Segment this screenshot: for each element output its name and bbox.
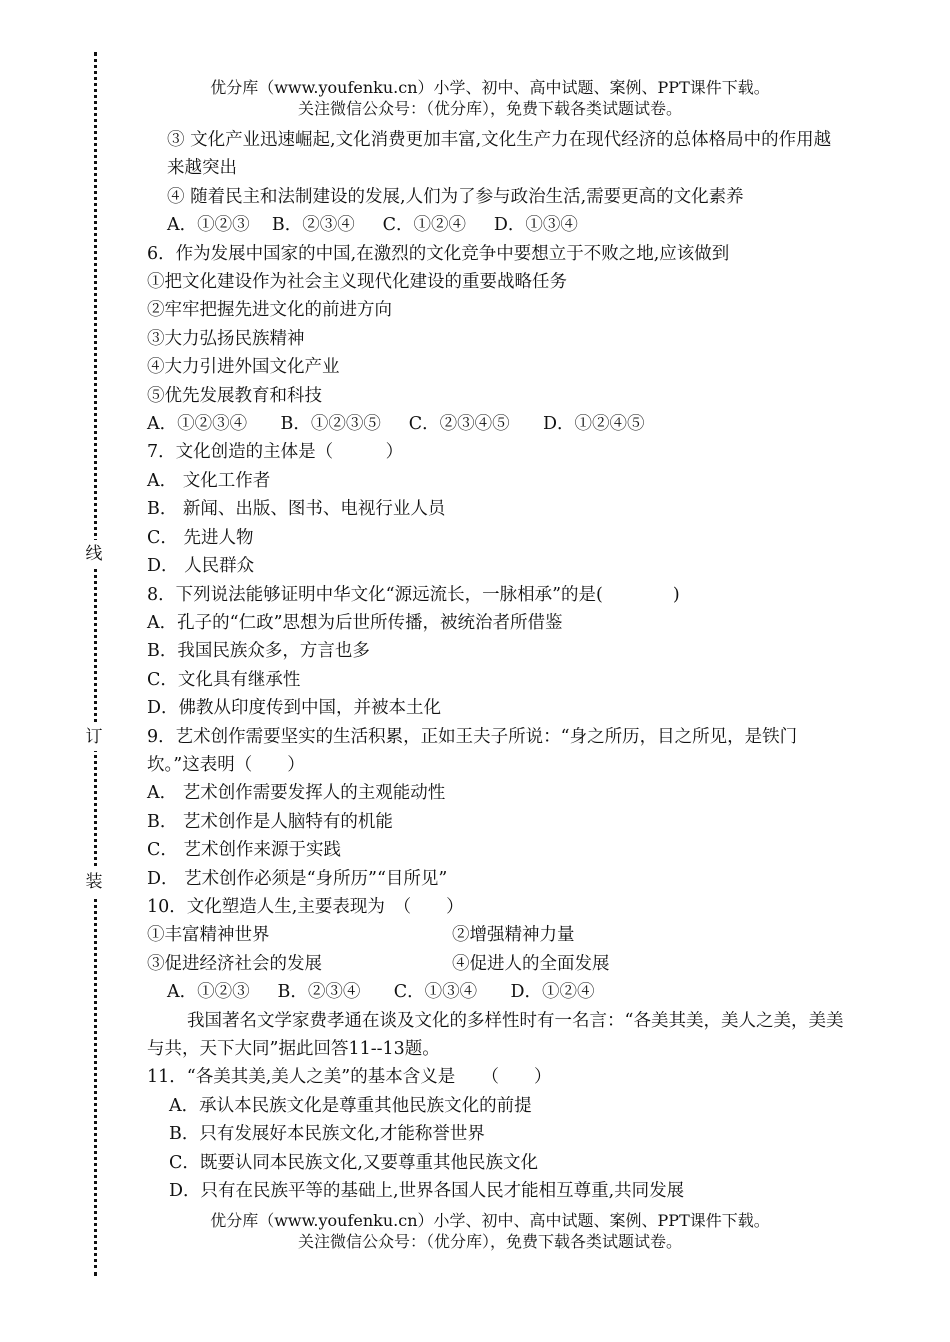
q10-item-1: ①丰富精神世界 (147, 925, 270, 946)
q10-option-c: C．①③④ (393, 982, 478, 1003)
q10-option-b: B．②③④ (277, 982, 361, 1003)
q9-option-a: A． 艺术创作需要发挥人的主观能动性 (147, 783, 446, 804)
q5-options (147, 211, 847, 239)
q11-option-b: B．只有发展好本民族文化,才能称誉世界 (169, 1124, 485, 1145)
q11-option-c: C．既要认同本民族文化,又要尊重其他民族文化 (169, 1152, 538, 1173)
page-header (150, 77, 830, 119)
footer-line-2: 关注微信公众号：（优分库），免费下载各类试题试卷。 (297, 1232, 682, 1251)
q10-items-row-2 (147, 950, 847, 978)
q7-option-b: B． 新闻、出版、图书、电视行业人员 (147, 499, 446, 520)
q6-item-2: ②牢牢把握先进文化的前进方向 (147, 300, 392, 321)
q6-stem: 6．作为发展中国家的中国,在激烈的文化竞争中要想立于不败之地,应该做到 (147, 243, 730, 264)
q8-option-b: B．我国民族众多，方言也多 (147, 641, 370, 662)
q8-stem: 8．下列说法能够证明中华文化“源远流长，一脉相承”的是( ) (147, 584, 680, 605)
q10-option-d: D．①②④ (510, 982, 595, 1003)
footer-line-1: 优分库（www.youfenku.cn）小学、初中、高中试题、案例、PPT课件下载。 (210, 1211, 770, 1230)
q8-option-c: C．文化具有继承性 (147, 669, 301, 690)
page-footer (150, 1210, 830, 1252)
binding-dotted-line (94, 52, 97, 1276)
q6-item-4: ④大力引进外国文化产业 (147, 357, 340, 378)
q8-option-a: A．孔子的“仁政”思想为后世所传播，被统治者所借鉴 (147, 612, 563, 633)
header-line-1: 优分库（www.youfenku.cn）小学、初中、高中试题、案例、PPT课件下载。 (210, 78, 770, 97)
q11-option-d: D．只有在民族平等的基础上,世界各国人民才能相互尊重,共同发展 (169, 1181, 685, 1202)
header-line-2: 关注微信公众号：（优分库），免费下载各类试题试卷。 (297, 99, 682, 118)
q7-option-c: C． 先进人物 (147, 527, 254, 548)
q9-option-d: D． 艺术创作必须是“身所历”“目所见” (147, 868, 448, 889)
binding-label-ding: 订 (80, 723, 108, 751)
reading-passage: 我国著名文学家费孝通在谈及文化的多样性时有一名言：“各美其美，美人之美，美美与共，天下大同”据此回答11--13题。 (147, 1010, 844, 1059)
q9-option-b: B． 艺术创作是人脑特有的机能 (147, 811, 393, 832)
q10-item-2: ②增强精神力量 (452, 925, 575, 946)
q9-option-c: C． 艺术创作来源于实践 (147, 840, 341, 861)
q10-item-4: ④促进人的全面发展 (452, 953, 610, 974)
q6-options (147, 410, 847, 438)
binding-label-xian: 线 (80, 540, 108, 568)
exam-content (147, 126, 847, 1205)
q6-option-a: A．①②③④ (147, 414, 248, 435)
q10-item-3: ③促进经济社会的发展 (147, 953, 322, 974)
q6-item-1: ①把文化建设作为社会主义现代化建设的重要战略任务 (147, 272, 567, 293)
q6-option-b: B．①②③⑤ (280, 414, 381, 435)
q5-option-a: A．①②③ (167, 215, 250, 236)
q10-options (147, 978, 847, 1006)
q7-option-a: A． 文化工作者 (147, 470, 271, 491)
q6-option-d: D．①②④⑤ (543, 414, 645, 435)
q5-item-3: ③ 文化产业迅速崛起,文化消费更加丰富,文化生产力在现代经济的总体格局中的作用越来越突出 (167, 130, 832, 179)
q8-option-d: D．佛教从印度传到中国，并被本土化 (147, 698, 442, 719)
q6-option-c: C．②③④⑤ (408, 414, 510, 435)
q6-item-5: ⑤优先发展教育和科技 (147, 385, 322, 406)
q11-option-a: A．承认本民族文化是尊重其他民族文化的前提 (169, 1095, 532, 1116)
q5-option-d: D．①③④ (493, 215, 578, 236)
q5-option-b: B．②③④ (271, 215, 355, 236)
q5-option-c: C．①②④ (382, 215, 466, 236)
q11-stem: 11．“各美其美,美人之美”的基本含义是 （ ） (147, 1067, 552, 1088)
q10-option-a: A．①②③ (167, 982, 250, 1003)
q6-item-3: ③大力弘扬民族精神 (147, 328, 305, 349)
q7-option-d: D． 人民群众 (147, 556, 255, 577)
q10-items-row-1 (147, 921, 847, 949)
q5-item-4: ④ 随着民主和法制建设的发展,人们为了参与政治生活,需要更高的文化素养 (167, 186, 744, 207)
q10-stem: 10．文化塑造人生,主要表现为 （ ） (147, 896, 464, 917)
binding-label-zhuang: 装 (80, 868, 108, 896)
q7-stem: 7．文化创造的主体是（ ） (147, 442, 404, 463)
q9-stem: 9．艺术创作需要坚实的生活积累，正如王夫子所说：“身之所历，目之所见，是铁门坎。”这表明（ ） (147, 726, 798, 775)
